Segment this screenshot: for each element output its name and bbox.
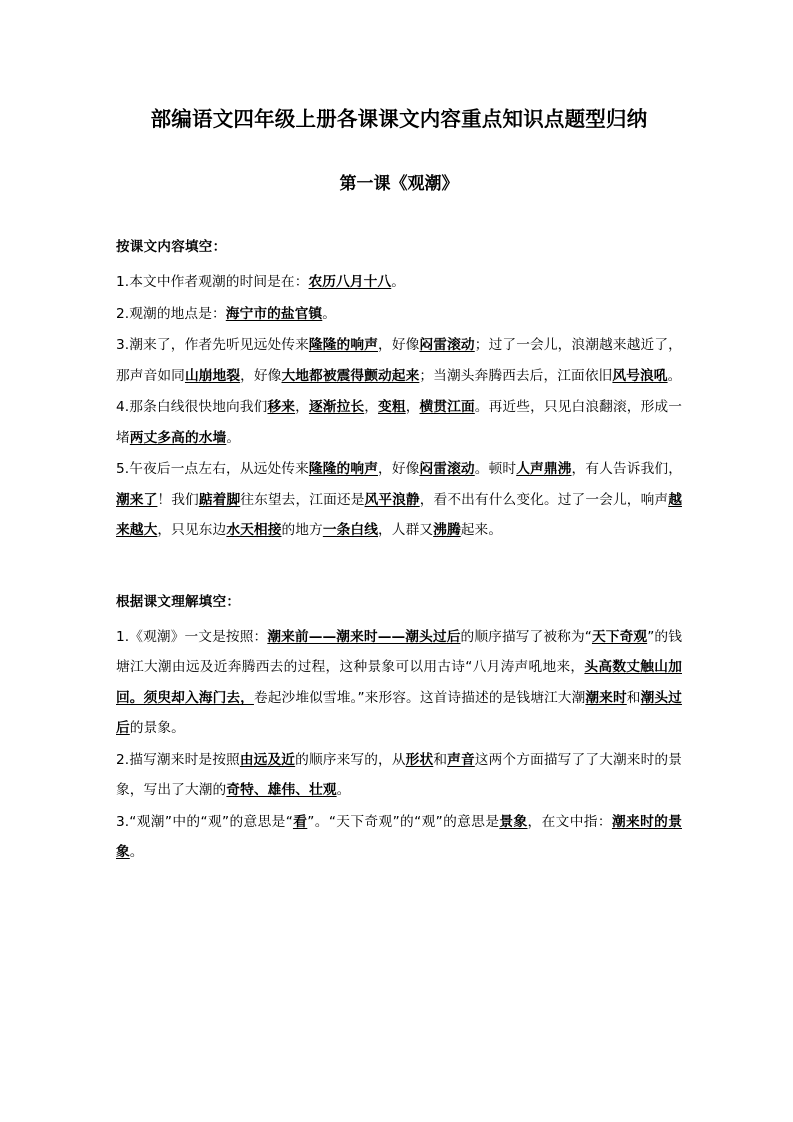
answer-text: 横贯江面 <box>419 399 475 416</box>
body-text: 。 <box>667 367 682 384</box>
section <box>116 592 682 868</box>
fill-in-item <box>116 330 682 391</box>
body-text: ，人群又 <box>378 522 434 539</box>
body-text: 《观潮》一文是按照： <box>129 628 268 645</box>
answer-text: 隆隆的响声 <box>308 337 379 354</box>
body-text: ，看不出有什么变化。过了一会儿，响声 <box>419 491 669 508</box>
body-text: 卷起沙堆似雪堆。”来形容。这首诗描述的是钱塘江大潮 <box>253 689 586 706</box>
answer-text: 移来 <box>267 399 296 416</box>
answer-text: 农历八月十八 <box>308 274 392 291</box>
item-number: 2. <box>116 751 130 768</box>
body-text: 观潮的地点是： <box>129 305 226 322</box>
body-text: ， <box>364 399 379 416</box>
answer-text: 声音 <box>447 751 475 768</box>
sections-container <box>116 237 682 867</box>
body-text: ， <box>295 399 309 416</box>
fill-in-item <box>116 807 682 868</box>
body-text: 的景象。 <box>129 720 185 737</box>
answer-text: 水天相接 <box>226 522 282 539</box>
body-text: 。 <box>129 844 144 861</box>
answer-text: 潮来时 <box>585 689 627 706</box>
answer-text: 人声鼎沸 <box>516 461 572 478</box>
body-text: ，好像 <box>378 337 420 354</box>
answer-text: 潮来了 <box>116 491 158 508</box>
section <box>116 237 682 545</box>
item-number: 1. <box>116 274 130 291</box>
body-text: 潮来了，作者先听见远处传来 <box>129 337 309 354</box>
body-text: 的顺序来写的，从 <box>295 751 406 768</box>
body-text: “观潮”中的“观”的意思是“ <box>129 813 293 830</box>
fill-in-item <box>116 622 682 744</box>
body-text: ；当潮头奔腾西去后，江面依旧 <box>419 367 613 384</box>
answer-text: 越来越大 <box>116 491 682 539</box>
body-text: 。 <box>226 429 241 446</box>
body-text: 。顿时 <box>474 461 517 478</box>
body-text: 。 <box>322 305 337 322</box>
section-heading: 按课文内容填空： <box>116 239 227 256</box>
body-text: 这两个方面描写了了大潮来时的景象，写出了大潮的 <box>116 751 683 799</box>
fill-in-item <box>116 392 682 453</box>
answer-text: 形状 <box>405 751 434 768</box>
answer-text: 奇特、雄伟、壮观 <box>226 782 337 799</box>
body-text: ，在文中指： <box>527 813 612 830</box>
section-heading: 根据课文理解填空： <box>116 593 241 610</box>
body-text: ， <box>405 399 420 416</box>
fill-in-item <box>116 267 682 298</box>
body-text: ”的钱塘江大潮由远及近奔腾西去的过程，这种景象可以用古诗“八月涛声吼地来， <box>116 628 682 676</box>
body-text: 。 <box>336 782 351 799</box>
answer-text: 潮头过后 <box>116 689 682 737</box>
body-text: 和 <box>626 689 641 706</box>
body-text: 本文中作者观潮的时间是在： <box>129 274 309 291</box>
body-text: ”。“天下奇观”的“观”的意思是 <box>307 813 500 830</box>
answer-text: 大地都被震得颤动起来 <box>281 367 420 384</box>
body-text: 。再近些，只见白浪翻滚，形成一堵 <box>116 399 683 446</box>
answer-text: 山崩地裂 <box>184 367 241 384</box>
item-number: 3. <box>116 337 130 354</box>
body-text: ；过了一会儿，浪潮越来越近了，那声音如同 <box>116 337 682 384</box>
answer-text: 海宁市的盐官镇 <box>225 305 323 322</box>
body-text: ，好像 <box>240 367 282 384</box>
answer-text: 天下奇观 <box>591 628 648 645</box>
answer-text: 隆隆的响声 <box>308 461 379 478</box>
answer-text: 闷雷滚动 <box>419 461 475 478</box>
answer-text: 潮来时的景象 <box>116 813 682 861</box>
answer-text: 两丈多高的水墙 <box>129 429 227 446</box>
item-number: 4. <box>116 399 130 416</box>
item-number: 5. <box>116 461 130 478</box>
answer-text: 头高数丈触山加回。须臾却入海门去， <box>116 659 682 706</box>
body-text: 往东望去，江面还是 <box>240 491 365 508</box>
item-number: 2. <box>116 305 130 322</box>
body-text: 和 <box>433 751 448 768</box>
body-text: 午夜后一点左右，从远处传来 <box>129 461 309 478</box>
body-text: 的顺序描写了被称为“ <box>460 628 592 645</box>
document-subtitle: 第一课《观潮》 <box>339 173 459 194</box>
body-text: 描写潮来时是按照 <box>129 751 240 768</box>
document-body <box>116 104 682 869</box>
body-text: ，好像 <box>378 461 420 478</box>
body-text: 起来。 <box>460 522 503 539</box>
body-text: ！我们 <box>157 491 199 508</box>
body-text: 的地方 <box>281 522 323 539</box>
answer-text: 风号浪吼 <box>612 367 668 384</box>
answer-text: 景象 <box>499 813 528 830</box>
answer-text: 变粗 <box>378 399 406 416</box>
body-text: ，只见东边 <box>157 522 227 539</box>
body-text: 那条白线很快地向我们 <box>129 399 268 416</box>
body-text: 。 <box>391 274 406 291</box>
answer-text: 看 <box>292 813 308 830</box>
answer-text: 潮来前——潮来时——潮头过后 <box>267 628 461 645</box>
answer-text: 踮着脚 <box>198 491 241 508</box>
answer-text: 沸腾 <box>433 522 461 539</box>
fill-in-item <box>116 745 682 806</box>
fill-in-item <box>116 454 682 546</box>
answer-text: 由远及近 <box>239 751 296 768</box>
answer-text: 一条白线 <box>322 522 379 539</box>
fill-in-item <box>116 299 682 330</box>
item-number: 1. <box>116 628 130 645</box>
item-number: 3. <box>116 813 130 830</box>
document-title: 部编语文四年级上册各课课文内容重点知识点题型归纳 <box>150 107 648 131</box>
answer-text: 风平浪静 <box>364 491 420 508</box>
answer-text: 逐渐拉长 <box>308 399 365 416</box>
answer-text: 闷雷滚动 <box>419 337 475 354</box>
body-text: ，有人告诉我们， <box>571 461 682 478</box>
